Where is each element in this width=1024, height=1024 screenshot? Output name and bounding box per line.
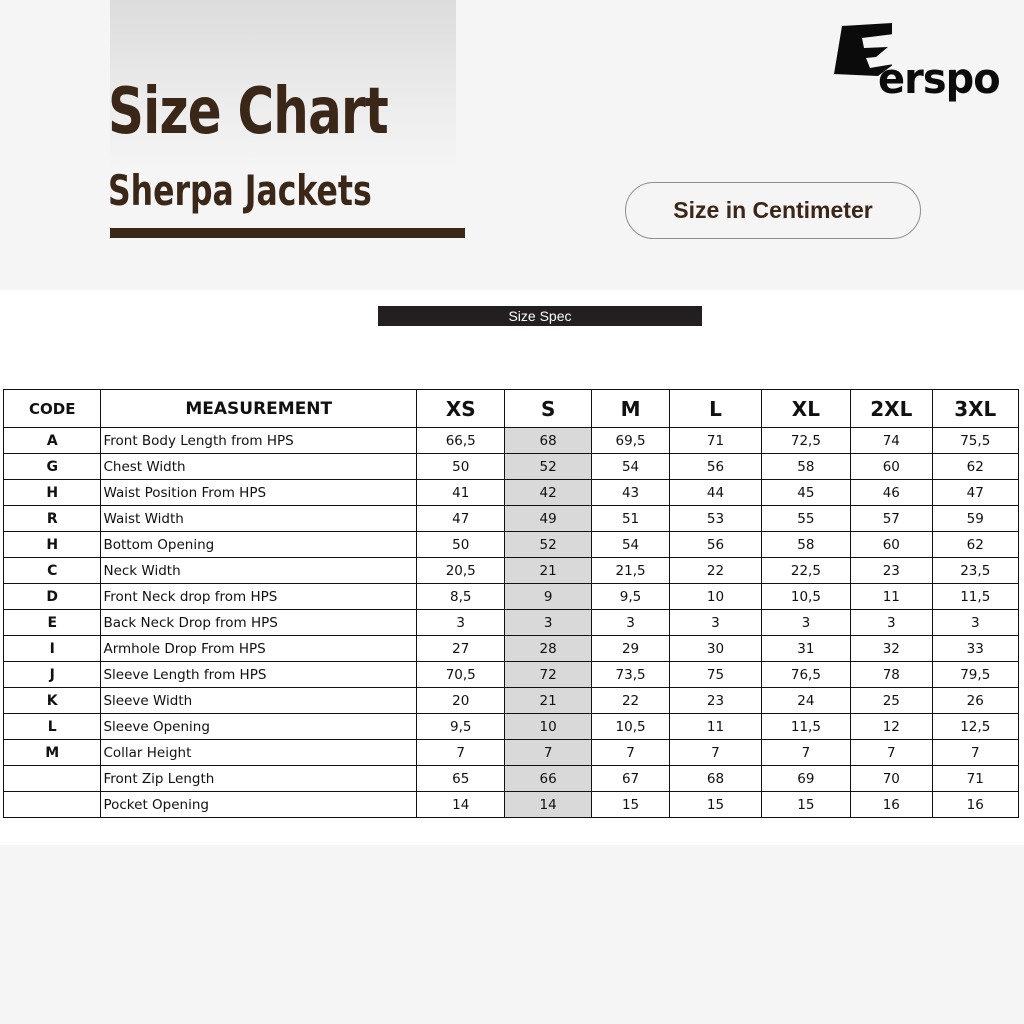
table-row — [4, 584, 1019, 610]
value-cell: 10,5 — [761, 584, 850, 610]
value-cell: 8,5 — [417, 584, 505, 610]
code-cell: E — [4, 610, 101, 636]
value-cell: 47 — [417, 506, 505, 532]
value-cell: 14 — [417, 792, 505, 818]
value-cell: 16 — [932, 792, 1019, 818]
value-cell: 14 — [505, 792, 591, 818]
code-cell: C — [4, 558, 101, 584]
value-cell: 47 — [932, 480, 1019, 506]
value-cell: 15 — [670, 792, 761, 818]
table-row — [4, 454, 1019, 480]
value-cell: 72 — [505, 662, 591, 688]
value-cell: 10,5 — [591, 714, 669, 740]
value-cell: 7 — [505, 740, 591, 766]
code-cell — [4, 792, 101, 818]
value-cell: 78 — [851, 662, 932, 688]
measurement-cell: Neck Width — [101, 558, 417, 584]
value-cell: 75 — [670, 662, 761, 688]
unit-badge: Size in Centimeter — [625, 182, 921, 239]
value-cell: 69,5 — [591, 428, 669, 454]
table-row — [4, 428, 1019, 454]
column-header: CODE — [4, 390, 101, 428]
value-cell: 79,5 — [932, 662, 1019, 688]
code-cell — [4, 766, 101, 792]
header-section — [0, 0, 1024, 290]
value-cell: 16 — [851, 792, 932, 818]
value-cell: 7 — [591, 740, 669, 766]
measurement-cell: Waist Position From HPS — [101, 480, 417, 506]
size-table — [3, 389, 1019, 818]
page-subtitle: Sherpa Jackets — [108, 166, 372, 215]
value-cell: 7 — [932, 740, 1019, 766]
value-cell: 62 — [932, 532, 1019, 558]
value-cell: 67 — [591, 766, 669, 792]
column-header: M — [591, 390, 669, 428]
value-cell: 75,5 — [932, 428, 1019, 454]
value-cell: 11 — [851, 584, 932, 610]
column-header: XL — [761, 390, 850, 428]
column-header: 3XL — [932, 390, 1019, 428]
value-cell: 66,5 — [417, 428, 505, 454]
table-row — [4, 714, 1019, 740]
table-row — [4, 610, 1019, 636]
value-cell: 30 — [670, 636, 761, 662]
value-cell: 57 — [851, 506, 932, 532]
code-cell: H — [4, 480, 101, 506]
code-cell: I — [4, 636, 101, 662]
column-header: XS — [417, 390, 505, 428]
table-row — [4, 480, 1019, 506]
value-cell: 46 — [851, 480, 932, 506]
measurement-cell: Chest Width — [101, 454, 417, 480]
table-row — [4, 766, 1019, 792]
value-cell: 22 — [670, 558, 761, 584]
value-cell: 60 — [851, 532, 932, 558]
value-cell: 53 — [670, 506, 761, 532]
value-cell: 3 — [591, 610, 669, 636]
value-cell: 72,5 — [761, 428, 850, 454]
value-cell: 71 — [670, 428, 761, 454]
measurement-cell: Waist Width — [101, 506, 417, 532]
value-cell: 28 — [505, 636, 591, 662]
table-header-row — [4, 390, 1019, 428]
code-cell: K — [4, 688, 101, 714]
value-cell: 51 — [591, 506, 669, 532]
value-cell: 21 — [505, 558, 591, 584]
value-cell: 42 — [505, 480, 591, 506]
value-cell: 31 — [761, 636, 850, 662]
value-cell: 20,5 — [417, 558, 505, 584]
value-cell: 26 — [932, 688, 1019, 714]
value-cell: 68 — [670, 766, 761, 792]
value-cell: 74 — [851, 428, 932, 454]
value-cell: 70,5 — [417, 662, 505, 688]
value-cell: 10 — [670, 584, 761, 610]
code-cell: A — [4, 428, 101, 454]
code-cell: L — [4, 714, 101, 740]
value-cell: 9 — [505, 584, 591, 610]
size-spec-bar: Size Spec — [378, 306, 702, 326]
table-row — [4, 792, 1019, 818]
value-cell: 24 — [761, 688, 850, 714]
code-cell: H — [4, 532, 101, 558]
column-header: MEASUREMENT — [101, 390, 417, 428]
measurement-cell: Front Body Length from HPS — [101, 428, 417, 454]
code-cell: M — [4, 740, 101, 766]
value-cell: 9,5 — [417, 714, 505, 740]
value-cell: 33 — [932, 636, 1019, 662]
brand-logo — [832, 20, 1002, 102]
value-cell: 52 — [505, 454, 591, 480]
column-header: 2XL — [851, 390, 932, 428]
value-cell: 23 — [670, 688, 761, 714]
value-cell: 58 — [761, 454, 850, 480]
measurement-cell: Sleeve Width — [101, 688, 417, 714]
measurement-cell: Armhole Drop From HPS — [101, 636, 417, 662]
value-cell: 11 — [670, 714, 761, 740]
value-cell: 41 — [417, 480, 505, 506]
value-cell: 7 — [670, 740, 761, 766]
value-cell: 25 — [851, 688, 932, 714]
value-cell: 3 — [670, 610, 761, 636]
value-cell: 73,5 — [591, 662, 669, 688]
table-row — [4, 636, 1019, 662]
measurement-cell: Pocket Opening — [101, 792, 417, 818]
value-cell: 50 — [417, 454, 505, 480]
code-cell: R — [4, 506, 101, 532]
value-cell: 58 — [761, 532, 850, 558]
code-cell: G — [4, 454, 101, 480]
value-cell: 15 — [591, 792, 669, 818]
value-cell: 7 — [851, 740, 932, 766]
value-cell: 3 — [932, 610, 1019, 636]
value-cell: 23,5 — [932, 558, 1019, 584]
value-cell: 7 — [417, 740, 505, 766]
value-cell: 49 — [505, 506, 591, 532]
value-cell: 22,5 — [761, 558, 850, 584]
value-cell: 44 — [670, 480, 761, 506]
value-cell: 54 — [591, 454, 669, 480]
title-underline — [110, 228, 465, 238]
value-cell: 3 — [851, 610, 932, 636]
value-cell: 32 — [851, 636, 932, 662]
measurement-cell: Bottom Opening — [101, 532, 417, 558]
value-cell: 59 — [932, 506, 1019, 532]
code-cell: J — [4, 662, 101, 688]
value-cell: 12,5 — [932, 714, 1019, 740]
table-row — [4, 558, 1019, 584]
value-cell: 62 — [932, 454, 1019, 480]
value-cell: 27 — [417, 636, 505, 662]
table-row — [4, 688, 1019, 714]
value-cell: 15 — [761, 792, 850, 818]
value-cell: 52 — [505, 532, 591, 558]
measurement-cell: Sleeve Length from HPS — [101, 662, 417, 688]
table-row — [4, 532, 1019, 558]
measurement-cell: Front Zip Length — [101, 766, 417, 792]
value-cell: 43 — [591, 480, 669, 506]
table-body — [4, 428, 1019, 818]
value-cell: 54 — [591, 532, 669, 558]
value-cell: 21 — [505, 688, 591, 714]
value-cell: 23 — [851, 558, 932, 584]
column-header: L — [670, 390, 761, 428]
value-cell: 11,5 — [932, 584, 1019, 610]
value-cell: 66 — [505, 766, 591, 792]
value-cell: 3 — [505, 610, 591, 636]
value-cell: 55 — [761, 506, 850, 532]
value-cell: 20 — [417, 688, 505, 714]
measurement-cell: Sleeve Opening — [101, 714, 417, 740]
page-title: Size Chart — [108, 75, 388, 149]
value-cell: 29 — [591, 636, 669, 662]
value-cell: 7 — [761, 740, 850, 766]
value-cell: 3 — [417, 610, 505, 636]
value-cell: 11,5 — [761, 714, 850, 740]
value-cell: 56 — [670, 532, 761, 558]
value-cell: 45 — [761, 480, 850, 506]
table-row — [4, 740, 1019, 766]
value-cell: 56 — [670, 454, 761, 480]
value-cell: 68 — [505, 428, 591, 454]
value-cell: 71 — [932, 766, 1019, 792]
value-cell: 22 — [591, 688, 669, 714]
table-row — [4, 506, 1019, 532]
value-cell: 21,5 — [591, 558, 669, 584]
value-cell: 65 — [417, 766, 505, 792]
value-cell: 12 — [851, 714, 932, 740]
value-cell: 50 — [417, 532, 505, 558]
column-header: S — [505, 390, 591, 428]
value-cell: 3 — [761, 610, 850, 636]
value-cell: 9,5 — [591, 584, 669, 610]
brand-name: erspo — [878, 54, 1000, 103]
code-cell: D — [4, 584, 101, 610]
measurement-cell: Collar Height — [101, 740, 417, 766]
measurement-cell: Front Neck drop from HPS — [101, 584, 417, 610]
value-cell: 10 — [505, 714, 591, 740]
value-cell: 69 — [761, 766, 850, 792]
table-row — [4, 662, 1019, 688]
measurement-cell: Back Neck Drop from HPS — [101, 610, 417, 636]
value-cell: 76,5 — [761, 662, 850, 688]
value-cell: 60 — [851, 454, 932, 480]
value-cell: 70 — [851, 766, 932, 792]
